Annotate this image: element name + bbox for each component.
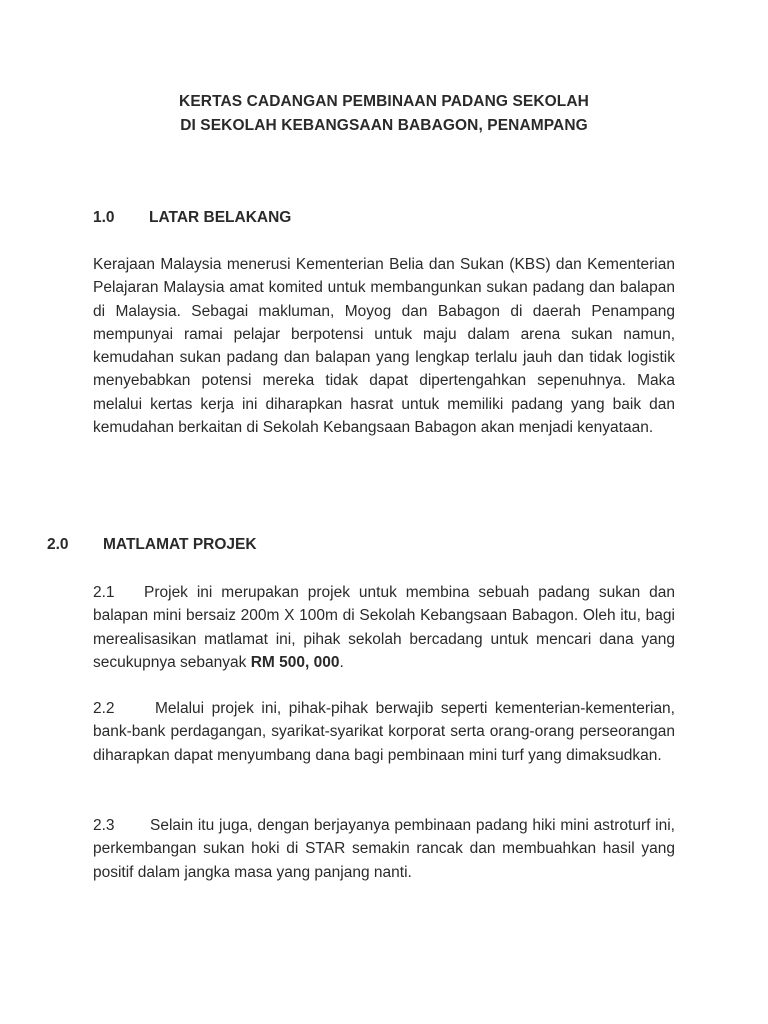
section-2-title: MATLAMAT PROJEK (103, 536, 257, 553)
item-2-1-end: . (339, 653, 344, 671)
item-2-3-label: 2.3 (93, 817, 115, 834)
item-2-2 (93, 697, 675, 767)
item-2-1 (93, 581, 675, 674)
title-line-2: DI SEKOLAH KEBANGSAAN BABAGON, PENAMPANG (180, 117, 588, 134)
section-2-number: 2.0 (47, 536, 69, 553)
item-2-3 (93, 814, 675, 884)
item-2-3-text: Selain itu juga, dengan berjayanya pembinaan padang hiki mini astroturf ini, perkembangan sukan hoki di STAR semakin rancak dan membuahkan hasil yang positif dalam jangka masa yang panjang nanti. (93, 817, 675, 881)
item-2-2-text: Melalui projek ini, pihak-pihak berwajib seperti kementerian-kementerian, bank-bank perdagangan, syarikat-syarikat korporat serta orang-orang perseorangan diharapkan dapat menyumbang dana bagi pembinaan mini turf yang dimaksudkan. (93, 700, 675, 764)
item-2-2-label: 2.2 (93, 700, 115, 717)
item-2-1-text: Projek ini merupakan projek untuk membina sebuah padang sukan dan balapan mini bersaiz 200m X 100m di Sekolah Kebangsaan Babagon. Oleh itu, bagi merealisasikan matlamat ini, pihak sekolah bercadang untuk mencari dana yang secukupnya sebanyak (93, 584, 675, 671)
item-2-1-amount: RM 500, 000 (250, 653, 340, 671)
item-2-1-label: 2.1 (93, 584, 115, 601)
title-line-1: KERTAS CADANGAN PEMBINAAN PADANG SEKOLAH (179, 93, 589, 110)
section-1-title: LATAR BELAKANG (149, 209, 292, 226)
document-title (0, 90, 768, 138)
section-1-number: 1.0 (93, 209, 115, 226)
section-1-heading (93, 206, 291, 230)
section-2-heading (47, 533, 257, 557)
section-1-body: Kerajaan Malaysia menerusi Kementerian Belia dan Sukan (KBS) dan Kementerian Pelajaran Malaysia amat komited untuk membangunkan sukan padang dan balapan di Malaysia. Sebagai makluman, Moyog dan Babagon di daerah Penampang mempunyai ramai pelajar berpotensi untuk maju dalam arena sukan namun, kemudahan sukan padang dan balapan yang lengkap terlalu jauh dan tidak logistik menyebabkan potensi mereka tidak dapat dipertengahkan sepenuhnya. Maka melalui kertas kerja ini diharapkan hasrat untuk memiliki padang yang baik dan kemudahan berkaitan di Sekolah Kebangsaan Babagon akan menjadi kenyataan. (93, 256, 675, 437)
